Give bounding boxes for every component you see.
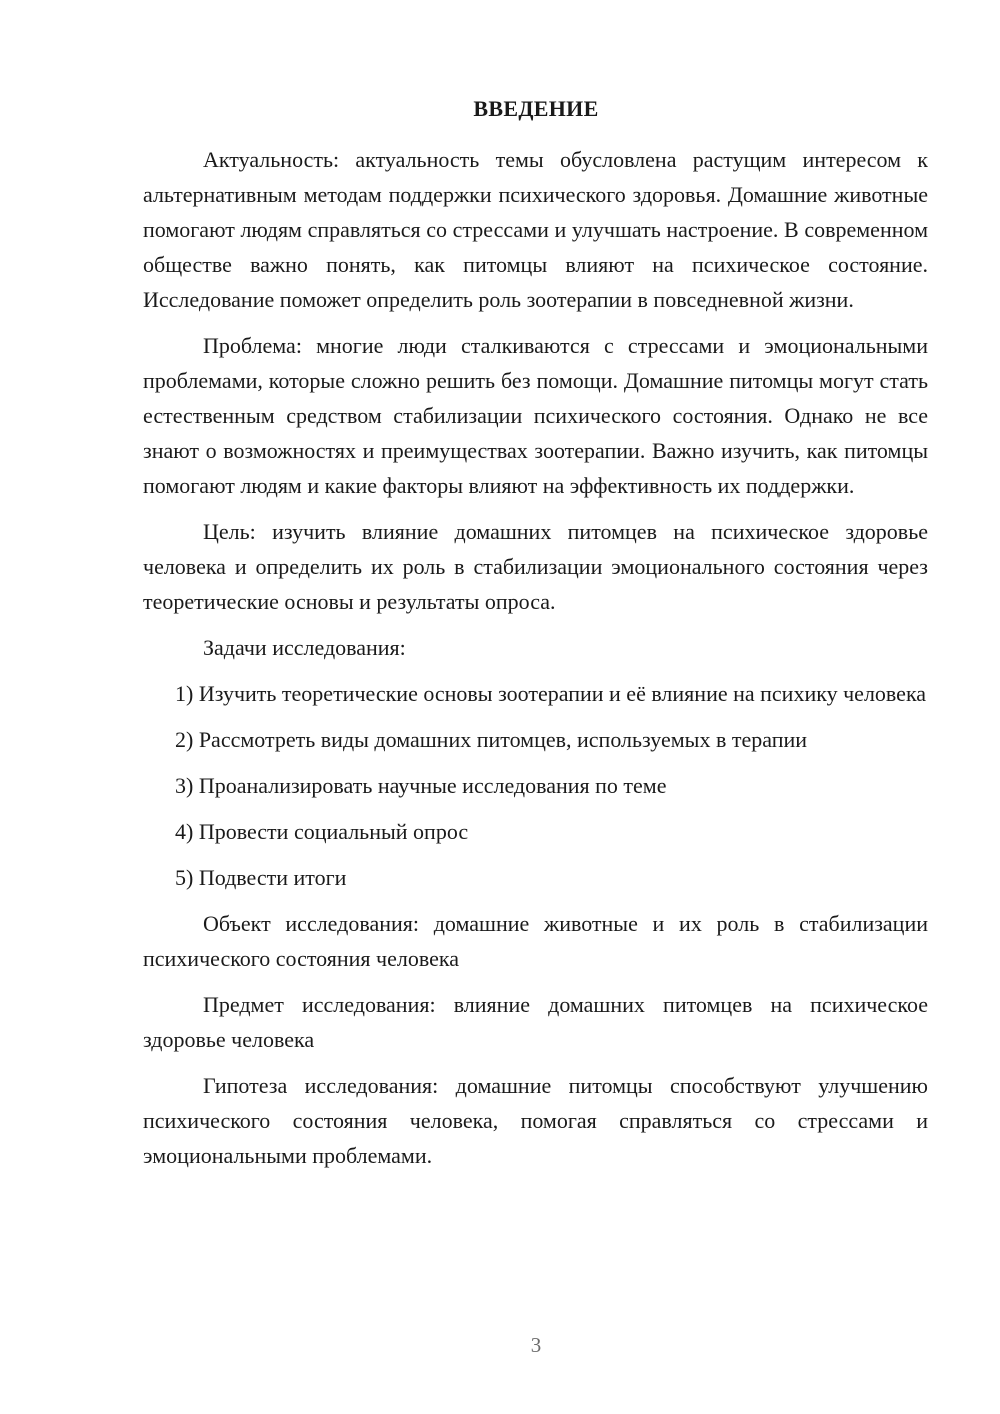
task-item: 3) Проанализировать научные исследования по теме (175, 773, 667, 798)
relevance-paragraph: Актуальность: актуальность темы обусловлена растущим интересом к альтернативным методам поддержки психического здоровья. Домашние животные помогают людям справляться со стрессами и улучшать настроение. В современном обществе важно понять, как питомцы влияют на психическое состояние. Исследование поможет определить роль зоотерапии в повседневной жизни. (143, 147, 928, 312)
task-item: 1) Изучить теоретические основы зоотерапии и её влияние на психику человека (175, 681, 927, 706)
subject-paragraph: Предмет исследования: влияние домашних питомцев на психическое здоровье человека (143, 992, 928, 1052)
page-title: ВВЕДЕНИЕ (473, 96, 599, 121)
document-body (143, 142, 928, 1184)
task-item: 4) Провести социальный опрос (175, 819, 469, 844)
tasks-heading: Задачи исследования: (203, 635, 406, 660)
problem-paragraph: Проблема: многие люди сталкиваются с стрессами и эмоциональными проблемами, которые сложно решить без помощи. Домашние питомцы могут стать естественным средством стабилизации психического состояния. Однако не все знают о возможностях и преимуществах зоотерапии. Важно изучить, как питомцы помогают людям и какие факторы влияют на эффективность их поддержки. (143, 333, 928, 498)
goal-paragraph: Цель: изучить влияние домашних питомцев на психическое здоровье человека и определить их роль в стабилизации эмоционального состояния через теоретические основы и результаты опроса. (143, 519, 928, 614)
hypothesis-paragraph: Гипотеза исследования: домашние питомцы способствуют улучшению психического состояния человека, помогая справляться со стрессами и эмоциональными проблемами. (143, 1073, 928, 1168)
task-item: 2) Рассмотреть виды домашних питомцев, используемых в терапии (175, 727, 808, 752)
page-number: 3 (530, 1333, 542, 1357)
object-paragraph: Объект исследования: домашние животные и их роль в стабилизации психического состояния человека (143, 911, 928, 971)
task-item: 5) Подвести итоги (175, 865, 347, 890)
